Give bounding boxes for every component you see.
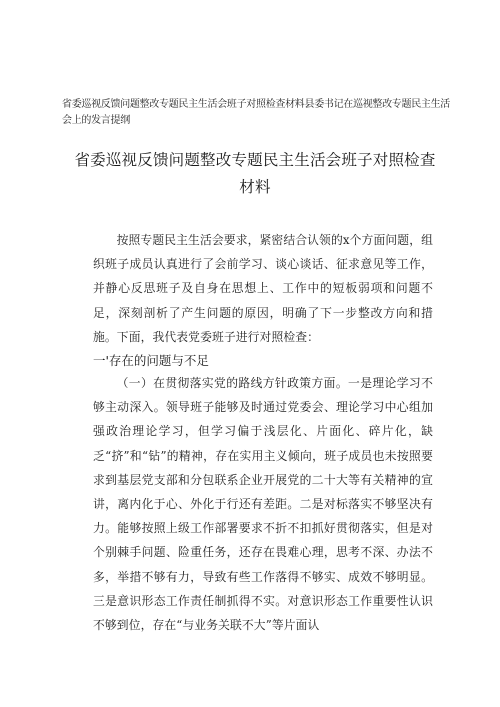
document-title: 省委巡视反馈问题整改专题民主生活会班子对照检查材料 (74, 151, 436, 196)
running-header: 省委巡视反馈问题整改专题民主生活会班子对照检查材料县委书记在巡视整改专题民主生活会上的发言提纲 (62, 99, 450, 126)
intro-paragraph: 按照专题民主生活会要求，紧密结合认领的x个方面问题，组织班子成员认真进行了会前学习、谈心谈话、征求意见等工作，并静心反思班子及自身在思想上、工作中的短板弱项和问题不足，深刻剖析了产生问题的原因，明确了下一步整改方向和措施。下面，我代表党委班子进行对照检查： (93, 233, 433, 344)
section-paragraph: （一）在贯彻落实党的路线方针政策方面。一是理论学习不够主动深入。领导班子能够及时通过党委会、理论学习中心组加强政治理论学习，但学习偏于浅层化、片面化、碎片化，缺乏“挤”和“钻”的精神，存在实用主义倾向，班子成员也未按照要求到基层党支部和分包联系企业开展党的二十大等有关精神的宣讲，离内化于心、外化于行还有差距。二是对标落实不够坚决有力。能够按照上级工作部署要求不折不扣抓好贯彻落实，但是对个别棘手问题、险重任务，还存在畏难心理，思考不深、办法不多，举措不够有力，导致有些工作落得不够实、成效不够明显。三是意识形态工作责任制抓得不实。对意识形态工作重要性认识不够到位，存在“与业务关联不大”等片面认 (93, 376, 433, 633)
section-heading: 一'存在的问题与不足 (93, 353, 209, 368)
